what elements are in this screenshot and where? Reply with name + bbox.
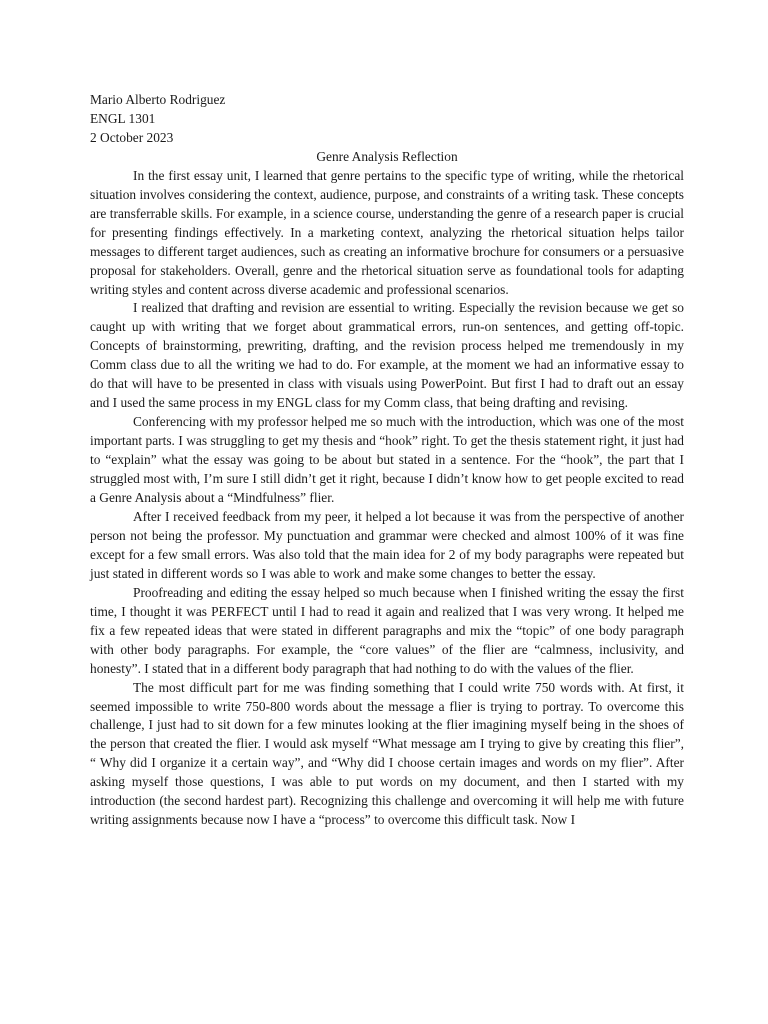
paragraph-proofreading: Proofreading and editing the essay helped so much because when I finished writing the essay the first time, I thought it was PERFECT until I had to read it again and realized that I was very wrong. It helped me fix a few repeated ideas that were stated in different paragraphs and mix the “topic” of one body paragraph with other body paragraphs. For example, the “core values” of the flier are “calmness, inclusivity, and honesty”. I stated that in a different body paragraph that had nothing to do with the values of the flier. [90,584,684,676]
author-name: Mario Alberto Rodriguez [90,92,226,107]
document-page [90,91,684,830]
course-code: ENGL 1301 [90,110,156,126]
paragraph-peer-feedback: After I received feedback from my peer, it helped a lot because it was from the perspective of another person not being the professor. My punctuation and grammar were checked and almost 100% of it was fine except for a few small errors. Was also told that the main idea for 2 of my body paragraphs were repeated but just stated in different words so I was able to work and make some changes to better the essay. [90,508,684,581]
document-title: Genre Analysis Reflection [316,148,458,164]
paragraph-drafting: I realized that drafting and revision are essential to writing. Especially the revision because we get so caught up with writing that we forget about grammatical errors, run-on sentences, and getting off-topic. Concepts of brainstorming, prewriting, drafting, and the revision process helped me tremendously in my Comm class due to all the writing we had to do. For example, at the moment we had an informative essay to do that will have to be presented in class with visuals using PowerPoint. But first I had to draft out an essay and I used the same process in my ENGL class for my Comm class, that being drafting and revising. [90,300,684,411]
paragraph-genre: In the first essay unit, I learned that genre pertains to the specific type of writing, while the rhetorical situation involves considering the context, audience, purpose, and constraints of a writing task. These concepts are transferrable skills. For example, in a science course, understanding the genre of a research paper is crucial for presenting findings effectively. In a marketing context, analyzing the rhetorical situation helps tailor messages to different target audiences, such as creating an informative brochure for consumers or a persuasive proposal for stakeholders. Overall, genre and the rhetorical situation serve as foundational tools for adapting writing styles and content across diverse academic and professional scenarios. [90,167,684,297]
paragraph-difficult-part: The most difficult part for me was finding something that I could write 750 words with. At first, it seemed impossible to write 750-800 words about the message a flier is trying to portray. To overcome this challenge, I just had to sit down for a few minutes looking at the flier imagining myself being in the shoes of the person that created the flier. I would ask myself “What message am I trying to give by creating this flier”, “ Why did I organize it a certain way”, and “Why did I choose certain images and words on my flier”. After asking myself those questions, I was able to put words on my document, and then I started with my introduction (the second hardest part). Recognizing this challenge and overcoming it will help me with future writing assignments because now I have a “process” to overcome this difficult task. Now I [90,679,684,828]
document-date: 2 October 2023 [90,129,174,145]
paragraph-conferencing: Conferencing with my professor helped me so much with the introduction, which was one of the most important parts. I was struggling to get my thesis and “hook” right. To get the thesis statement right, it just had to “explain” what the essay was going to be about but stated in a sentence. For the “hook”, the part that I struggled most with, I’m sure I still didn’t get it right, because I didn’t know how to get people excited to read a Genre Analysis about a “Mindfulness” flier. [90,414,684,506]
